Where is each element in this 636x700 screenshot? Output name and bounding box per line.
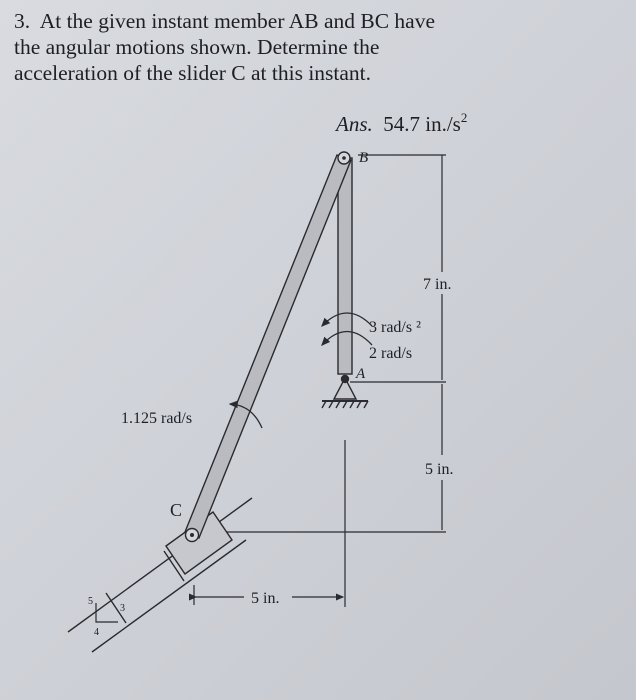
slope-run-label: 4 [94, 627, 99, 638]
label-c: C [170, 500, 183, 520]
member-bc [185, 155, 351, 538]
problem-line-1: 3. At the given instant member AB and BC have [14, 9, 435, 33]
dim-5in-vertical: 5 in. [425, 461, 454, 478]
member-ab [338, 158, 352, 374]
answer-exponent: 2 [460, 110, 468, 125]
dim-5in-horizontal: 5 in. [251, 590, 280, 607]
pin-c [186, 529, 199, 542]
bc-angular-velocity-label: 1.125 rad/s [121, 410, 193, 427]
slope-rise-label: 3 [120, 603, 125, 614]
dim-7in: 7 in. [423, 276, 452, 293]
answer-value: 54.7 in./s [383, 112, 461, 136]
angular-accel-label: 3 rad/s ² [369, 319, 421, 336]
problem-line-2: the angular motions shown. Determine the [14, 35, 380, 59]
slope-hyp-label: 5 [88, 596, 93, 607]
problem-number: 3. [14, 9, 31, 33]
angular-velocity-label: 2 rad/s [369, 345, 413, 362]
problem-line-3: acceleration of the slider C at this instant. [14, 61, 372, 85]
answer-label: Ans. [336, 112, 373, 136]
label-a: A [356, 366, 366, 382]
label-b: B [359, 150, 369, 166]
pin-b [338, 152, 350, 164]
